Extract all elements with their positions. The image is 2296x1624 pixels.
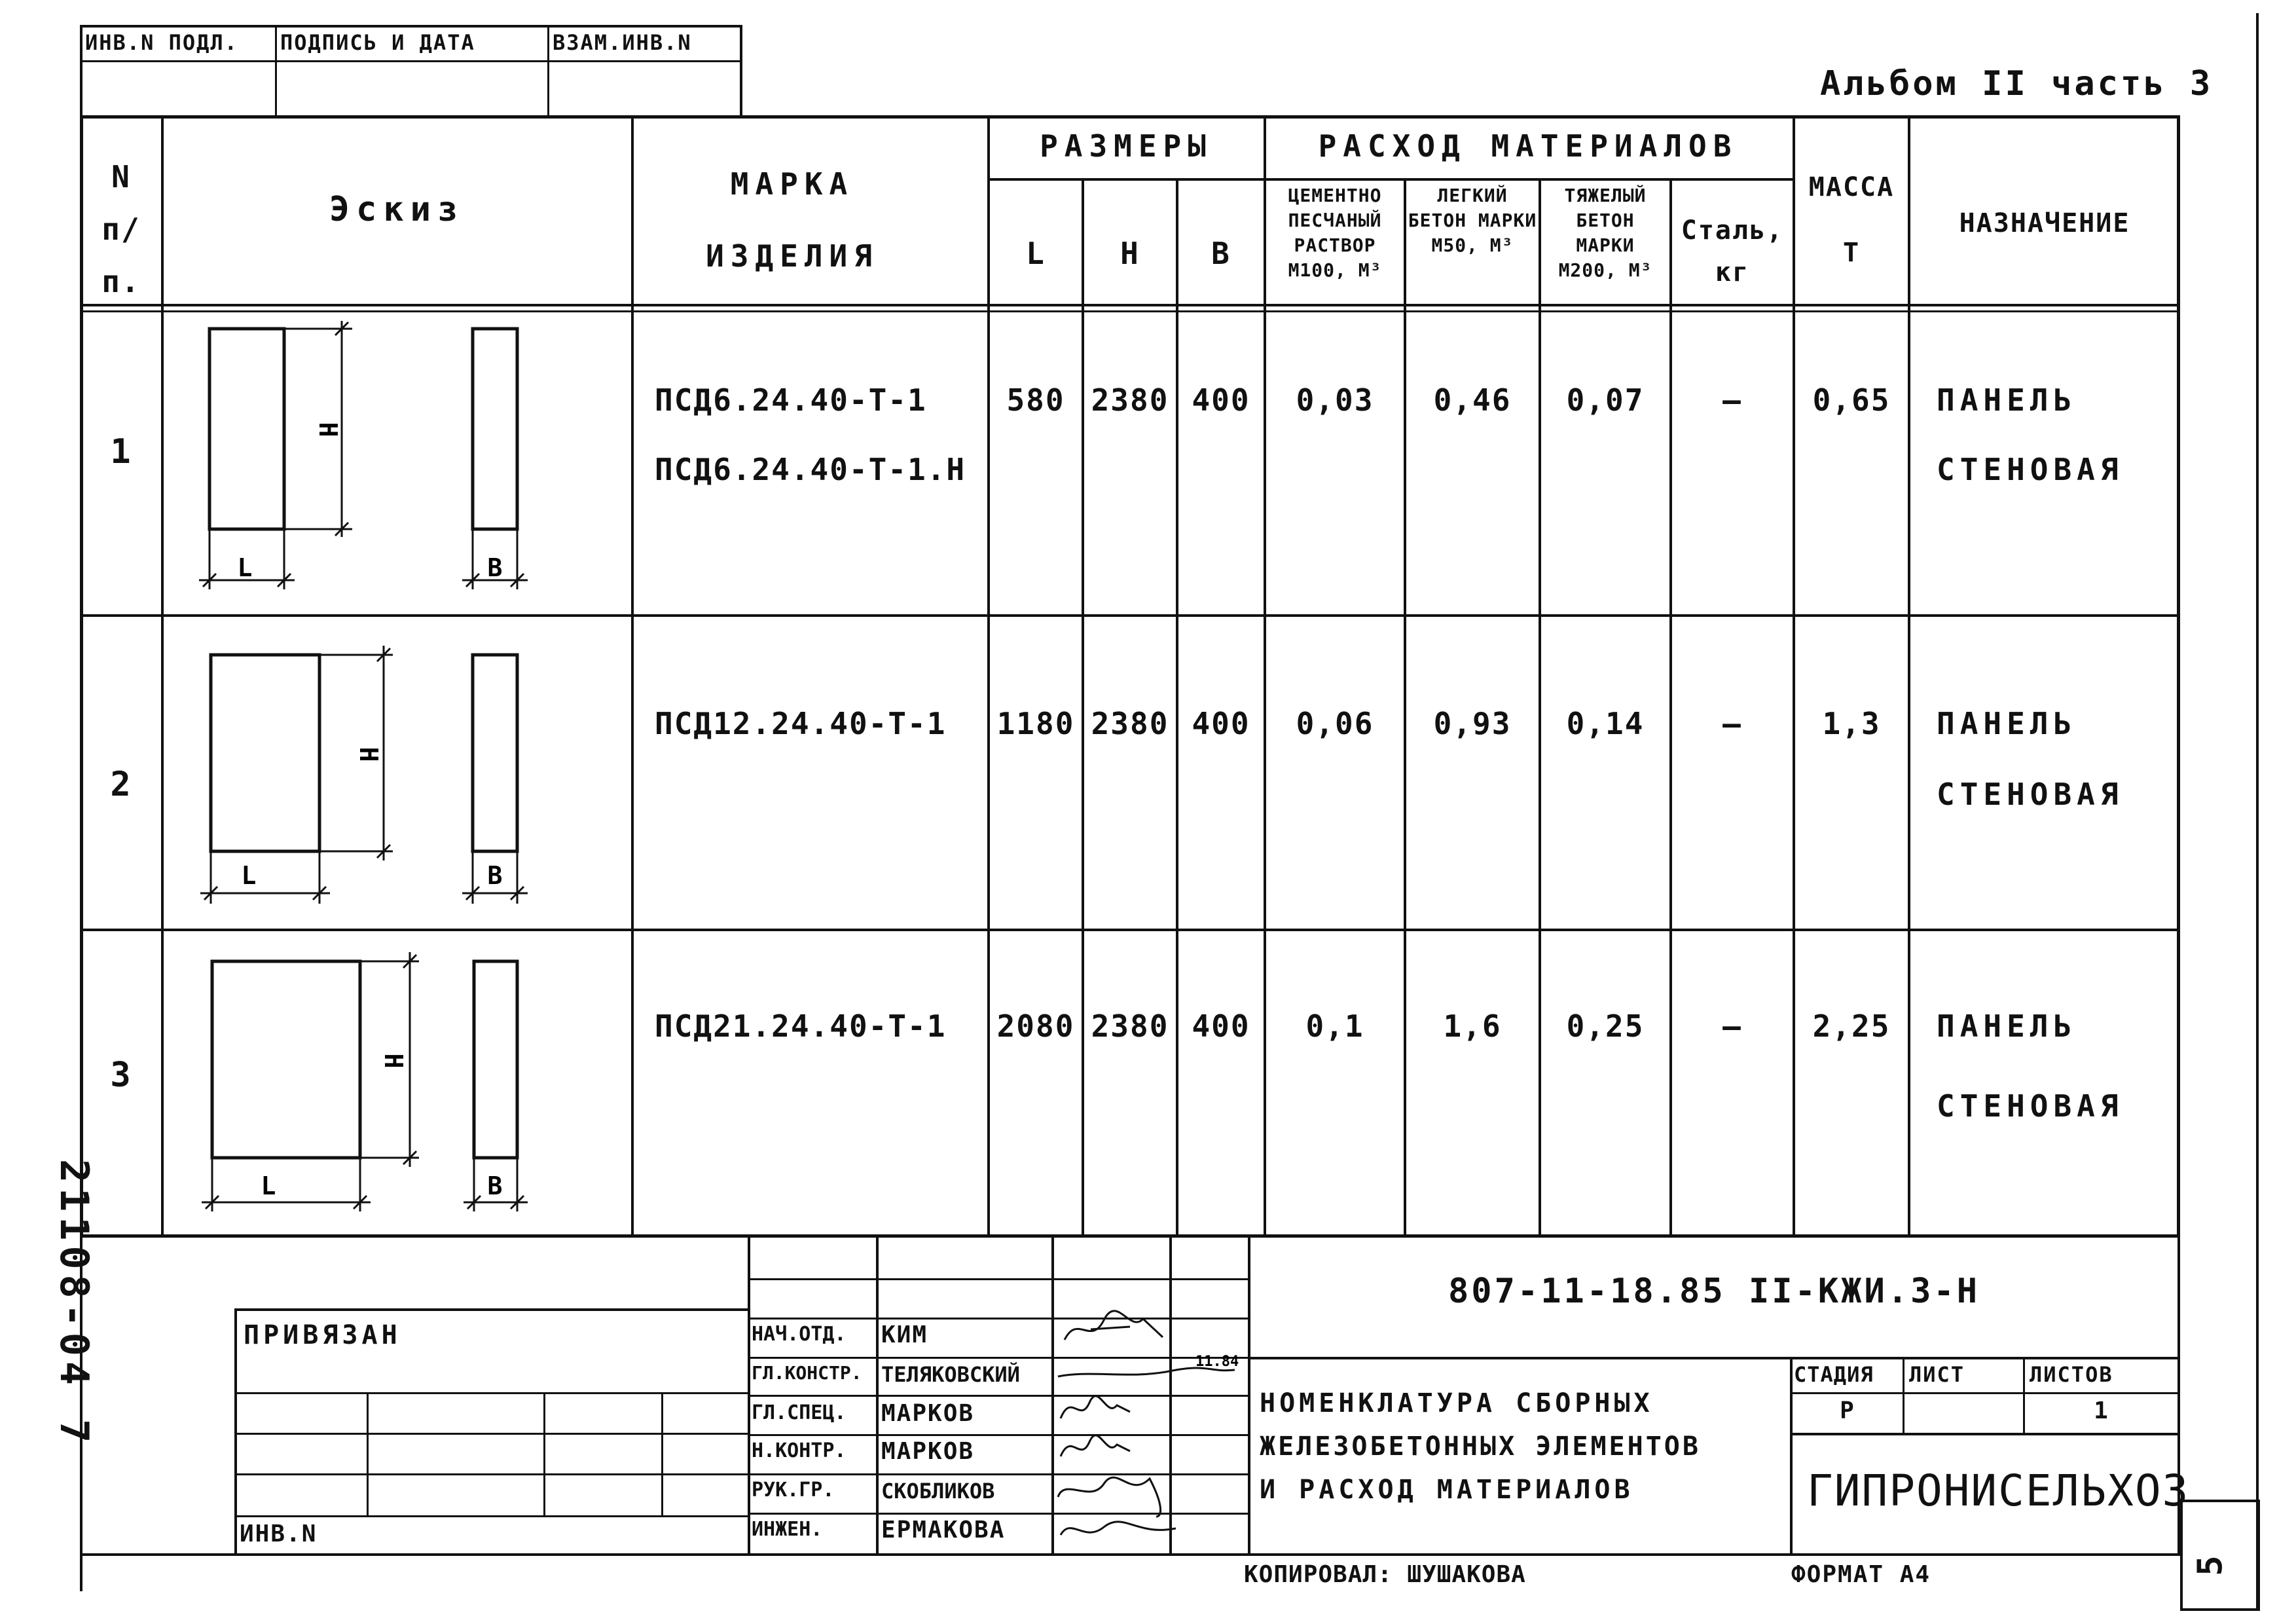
row-heavy: 0,07 [1566, 382, 1645, 418]
page-mark: 5 [2191, 1554, 2231, 1576]
row-cement: 0,1 [1305, 1008, 1364, 1044]
row-mark: ПСД21.24.40-Т-1 [655, 1008, 947, 1044]
row-purpose: ПАНЕЛЬ [1937, 1008, 2077, 1044]
row-size-l: 2080 [996, 1008, 1075, 1044]
signature-ermakova [1061, 1522, 1176, 1535]
row-light: 0,46 [1433, 382, 1512, 418]
row-size-b: 400 [1192, 382, 1250, 418]
row-num: 1 [110, 432, 132, 471]
row-purpose: ПАНЕЛЬ [1937, 382, 2077, 418]
copied-by: КОПИРОВАЛ: ШУШАКОВА [1244, 1561, 1526, 1588]
sketch-label-l: L [261, 1172, 276, 1200]
header-size-b: B [1211, 236, 1231, 271]
row-size-h: 2380 [1091, 1008, 1169, 1044]
header-mat-light: ЛЕГКИЙ БЕТОН МАРКИ М50, М³ [1408, 185, 1537, 256]
role-name: МАРКОВ [881, 1438, 975, 1465]
role-name: ТЕЛЯКОВСКИЙ [881, 1362, 1020, 1387]
row-mass: 1,3 [1822, 706, 1881, 741]
row-size-l: 1180 [996, 706, 1075, 741]
org-name: ГИПРОНИСЕЛЬХОЗ [1807, 1466, 2190, 1516]
role-name: ЕРМАКОВА [881, 1517, 1006, 1543]
header-materials: РАСХОД МАТЕРИАЛОВ [1318, 128, 1738, 164]
row-light: 0,93 [1433, 706, 1512, 741]
sketch-label-h: H [354, 747, 383, 762]
sketch-label-b: B [487, 553, 503, 582]
frame-right-line [2256, 13, 2259, 1611]
row-heavy: 0,14 [1566, 706, 1645, 741]
signature-date: 11.84 [1195, 1354, 1239, 1370]
header-sizes: РАЗМЕРЫ [1040, 128, 1212, 164]
signature-kim [1065, 1311, 1163, 1340]
header-purpose: НАЗНАЧЕНИЕ [1959, 208, 2130, 238]
row-size-b: 400 [1192, 1008, 1250, 1044]
doc-title-line: И РАСХОД МАТЕРИАЛОВ [1260, 1475, 1634, 1505]
signature-markov-2 [1061, 1435, 1130, 1456]
header-mat-heavy: ТЯЖЕЛЫЙ БЕТОН МАРКИ М200, М³ [1558, 185, 1652, 281]
panel-sketch [190, 321, 543, 602]
header-mark: МАРКА ИЗДЕЛИЯ [706, 166, 879, 274]
row-cement: 0,03 [1296, 382, 1374, 418]
stage-value: Р [1840, 1397, 1855, 1424]
sketch-label-l: L [241, 861, 257, 890]
row-heavy: 0,25 [1566, 1008, 1645, 1044]
row-mark: ПСД6.24.40-Т-1.Н [655, 452, 966, 487]
signature-markov-1 [1061, 1396, 1130, 1418]
sheets-value: 1 [2094, 1397, 2109, 1424]
row-purpose: ПАНЕЛЬ [1937, 706, 2077, 741]
row-num: 3 [110, 1056, 132, 1095]
role-label: ГЛ.СПЕЦ. [752, 1401, 847, 1424]
side-code: 21108-04 7 [51, 1159, 97, 1449]
row-steel: — [1722, 706, 1742, 741]
role-label: ИНЖЕН. [752, 1518, 823, 1541]
row-mass: 0,65 [1812, 382, 1891, 418]
header-size-l: L [1026, 236, 1046, 271]
row-mark: ПСД6.24.40-Т-1 [655, 382, 927, 418]
sheets-label: ЛИСТОВ [2030, 1362, 2113, 1387]
header-mass: МАССА Т [1808, 172, 1895, 268]
stamp-inv-podl: ИНВ.N ПОДЛ. [85, 30, 238, 55]
privyazan-label: ПРИВЯЗАН [244, 1320, 401, 1350]
row-size-l: 580 [1006, 382, 1065, 418]
role-label: ГЛ.КОНСТР. [752, 1362, 862, 1384]
row-size-h: 2380 [1091, 706, 1169, 741]
doc-title-line: ЖЕЛЕЗОБЕТОННЫХ ЭЛЕМЕНТОВ [1260, 1431, 1701, 1462]
signatures [1051, 1307, 1248, 1556]
doc-code: 807-11-18.85 II-КЖИ.3-Н [1448, 1272, 1980, 1311]
row-purpose: СТЕНОВАЯ [1937, 777, 2124, 812]
doc-title-line: НОМЕНКЛАТУРА СБОРНЫХ [1260, 1388, 1654, 1418]
sketch-label-h: H [314, 422, 342, 437]
sketch-label-b: B [487, 1172, 503, 1200]
row-purpose: СТЕНОВАЯ [1937, 452, 2124, 487]
sketch-label-b: B [487, 861, 503, 890]
row-purpose: СТЕНОВАЯ [1937, 1088, 2124, 1124]
row-num: 2 [110, 765, 132, 804]
row-mark: ПСД12.24.40-Т-1 [655, 706, 947, 741]
header-num: N п/п. [101, 159, 141, 299]
header-mat-steel: Сталь, кг [1681, 215, 1784, 287]
header-mat-cement: ЦЕМЕНТНО ПЕСЧАНЫЙ РАСТВОР М100, М³ [1288, 185, 1382, 281]
stamp-podpis-data: ПОДПИСЬ И ДАТА [280, 30, 475, 55]
role-label: РУК.ГР. [752, 1479, 835, 1502]
stage-label: СТАДИЯ [1794, 1362, 1874, 1387]
inv-n-label: ИНВ.N [240, 1521, 318, 1547]
sketch-label-l: L [237, 553, 253, 582]
row-size-h: 2380 [1091, 382, 1169, 418]
row-light: 1,6 [1443, 1008, 1502, 1044]
signature-skoblikov [1058, 1477, 1161, 1517]
role-name: СКОБЛИКОВ [881, 1479, 995, 1504]
sheet-label: ЛИСТ [1909, 1362, 1965, 1387]
header-sketch: Эскиз [329, 190, 465, 229]
row-mass: 2,25 [1812, 1008, 1891, 1044]
panel-sketch [190, 943, 543, 1225]
sketch-label-h: H [379, 1053, 408, 1069]
role-label: Н.КОНТР. [752, 1439, 847, 1462]
row-steel: — [1722, 1008, 1742, 1044]
role-name: КИМ [881, 1321, 928, 1348]
header-size-h: H [1120, 236, 1140, 271]
stamp-vzam-inv: ВЗАМ.ИНВ.N [553, 30, 692, 55]
row-size-b: 400 [1192, 706, 1250, 741]
album-label: Альбом II часть 3 [1820, 64, 2214, 103]
row-cement: 0,06 [1296, 706, 1374, 741]
panel-sketch [190, 642, 543, 917]
role-label: НАЧ.ОТД. [752, 1323, 847, 1346]
role-name: МАРКОВ [881, 1400, 975, 1427]
row-steel: — [1722, 382, 1742, 418]
format-label: ФОРМАТ А4 [1791, 1561, 1931, 1588]
